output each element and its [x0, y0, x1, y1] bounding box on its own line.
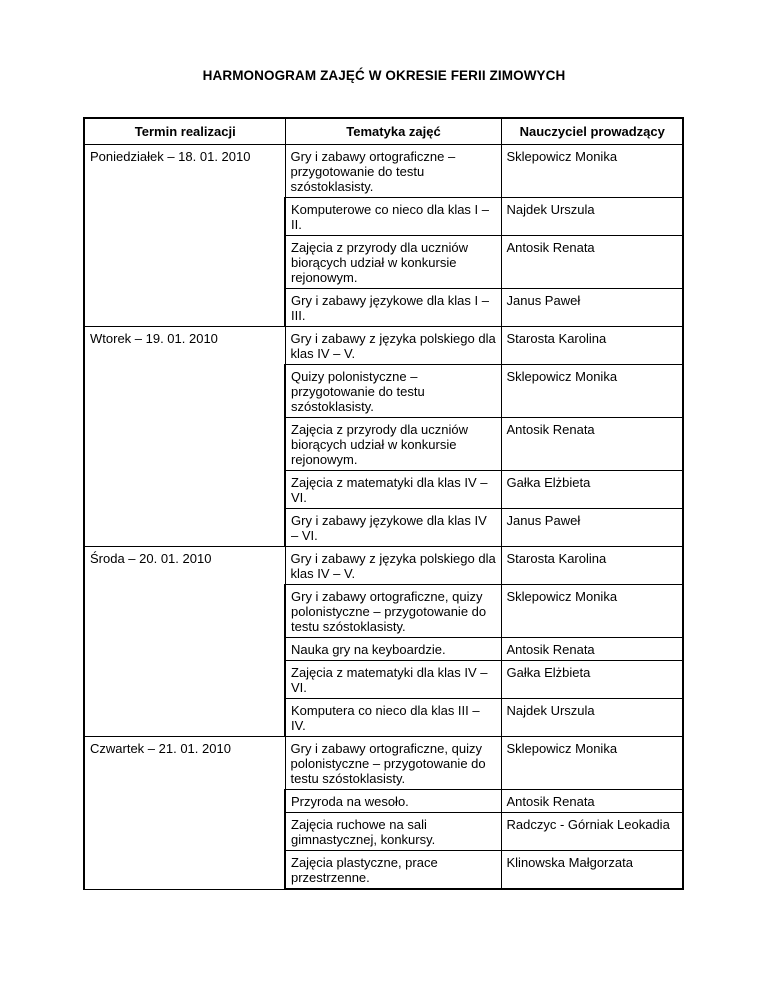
topic-cell: Gry i zabawy językowe dla klas I – III.: [285, 289, 501, 327]
teacher-cell: Antosik Renata: [501, 790, 683, 813]
teacher-cell: Starosta Karolina: [501, 547, 683, 585]
topic-cell: Quizy polonistyczne – przygotowanie do testu szóstoklasisty.: [285, 365, 501, 418]
day-date-cell: Wtorek – 19. 01. 2010: [84, 327, 285, 547]
teacher-cell: Sklepowicz Monika: [501, 737, 683, 790]
topic-cell: Nauka gry na keyboardzie.: [285, 638, 501, 661]
topic-cell: Zajęcia z matematyki dla klas IV – VI.: [285, 661, 501, 699]
topic-cell: Gry i zabawy z języka polskiego dla klas IV – V.: [285, 547, 501, 585]
day-date-cell: Poniedziałek – 18. 01. 2010: [84, 145, 285, 327]
teacher-cell: Antosik Renata: [501, 418, 683, 471]
header-teacher: Nauczyciel prowadzący: [501, 118, 683, 145]
topic-cell: Gry i zabawy z języka polskiego dla klas IV – V.: [285, 327, 501, 365]
table-row: [84, 327, 683, 365]
teacher-cell: Najdek Urszula: [501, 198, 683, 236]
teacher-cell: Klinowska Małgorzata: [501, 851, 683, 890]
topic-cell: Zajęcia z przyrody dla uczniów biorących udział w konkursie rejonowym.: [285, 418, 501, 471]
topic-cell: Zajęcia plastyczne, prace przestrzenne.: [285, 851, 501, 890]
day-date-cell: Czwartek – 21. 01. 2010: [84, 737, 285, 890]
page-title: HARMONOGRAM ZAJĘĆ W OKRESIE FERII ZIMOWYCH: [202, 68, 566, 83]
topic-cell: Gry i zabawy ortograficzne, quizy polonistyczne – przygotowanie do testu szóstoklasisty.: [285, 737, 501, 790]
topic-cell: Gry i zabawy ortograficzne – przygotowanie do testu szóstoklasisty.: [285, 145, 501, 198]
schedule-body: [84, 145, 683, 890]
topic-cell: Komputerowe co nieco dla klas I – II.: [285, 198, 501, 236]
header-date: Termin realizacji: [84, 118, 285, 145]
teacher-cell: Gałka Elżbieta: [501, 661, 683, 699]
teacher-cell: Sklepowicz Monika: [501, 365, 683, 418]
topic-cell: Gry i zabawy ortograficzne, quizy polonistyczne – przygotowanie do testu szóstoklasisty.: [285, 585, 501, 638]
header-topic: Tematyka zajęć: [285, 118, 501, 145]
topic-cell: Przyroda na wesoło.: [285, 790, 501, 813]
header-row: [84, 118, 683, 145]
teacher-cell: Sklepowicz Monika: [501, 585, 683, 638]
schedule-table: [83, 117, 684, 890]
teacher-cell: Janus Paweł: [501, 509, 683, 547]
teacher-cell: Janus Paweł: [501, 289, 683, 327]
topic-cell: Zajęcia z przyrody dla uczniów biorących udział w konkursie rejonowym.: [285, 236, 501, 289]
teacher-cell: Sklepowicz Monika: [501, 145, 683, 198]
teacher-cell: Gałka Elżbieta: [501, 471, 683, 509]
teacher-cell: Antosik Renata: [501, 236, 683, 289]
table-row: [84, 145, 683, 198]
teacher-cell: Starosta Karolina: [501, 327, 683, 365]
topic-cell: Zajęcia z matematyki dla klas IV – VI.: [285, 471, 501, 509]
topic-cell: Gry i zabawy językowe dla klas IV – VI.: [285, 509, 501, 547]
table-row: [84, 737, 683, 790]
table-row: [84, 547, 683, 585]
topic-cell: Komputera co nieco dla klas III – IV.: [285, 699, 501, 737]
teacher-cell: Antosik Renata: [501, 638, 683, 661]
teacher-cell: Radczyc - Górniak Leokadia: [501, 813, 683, 851]
teacher-cell: Najdek Urszula: [501, 699, 683, 737]
day-date-cell: Środa – 20. 01. 2010: [84, 547, 285, 737]
topic-cell: Zajęcia ruchowe na sali gimnastycznej, konkursy.: [285, 813, 501, 851]
